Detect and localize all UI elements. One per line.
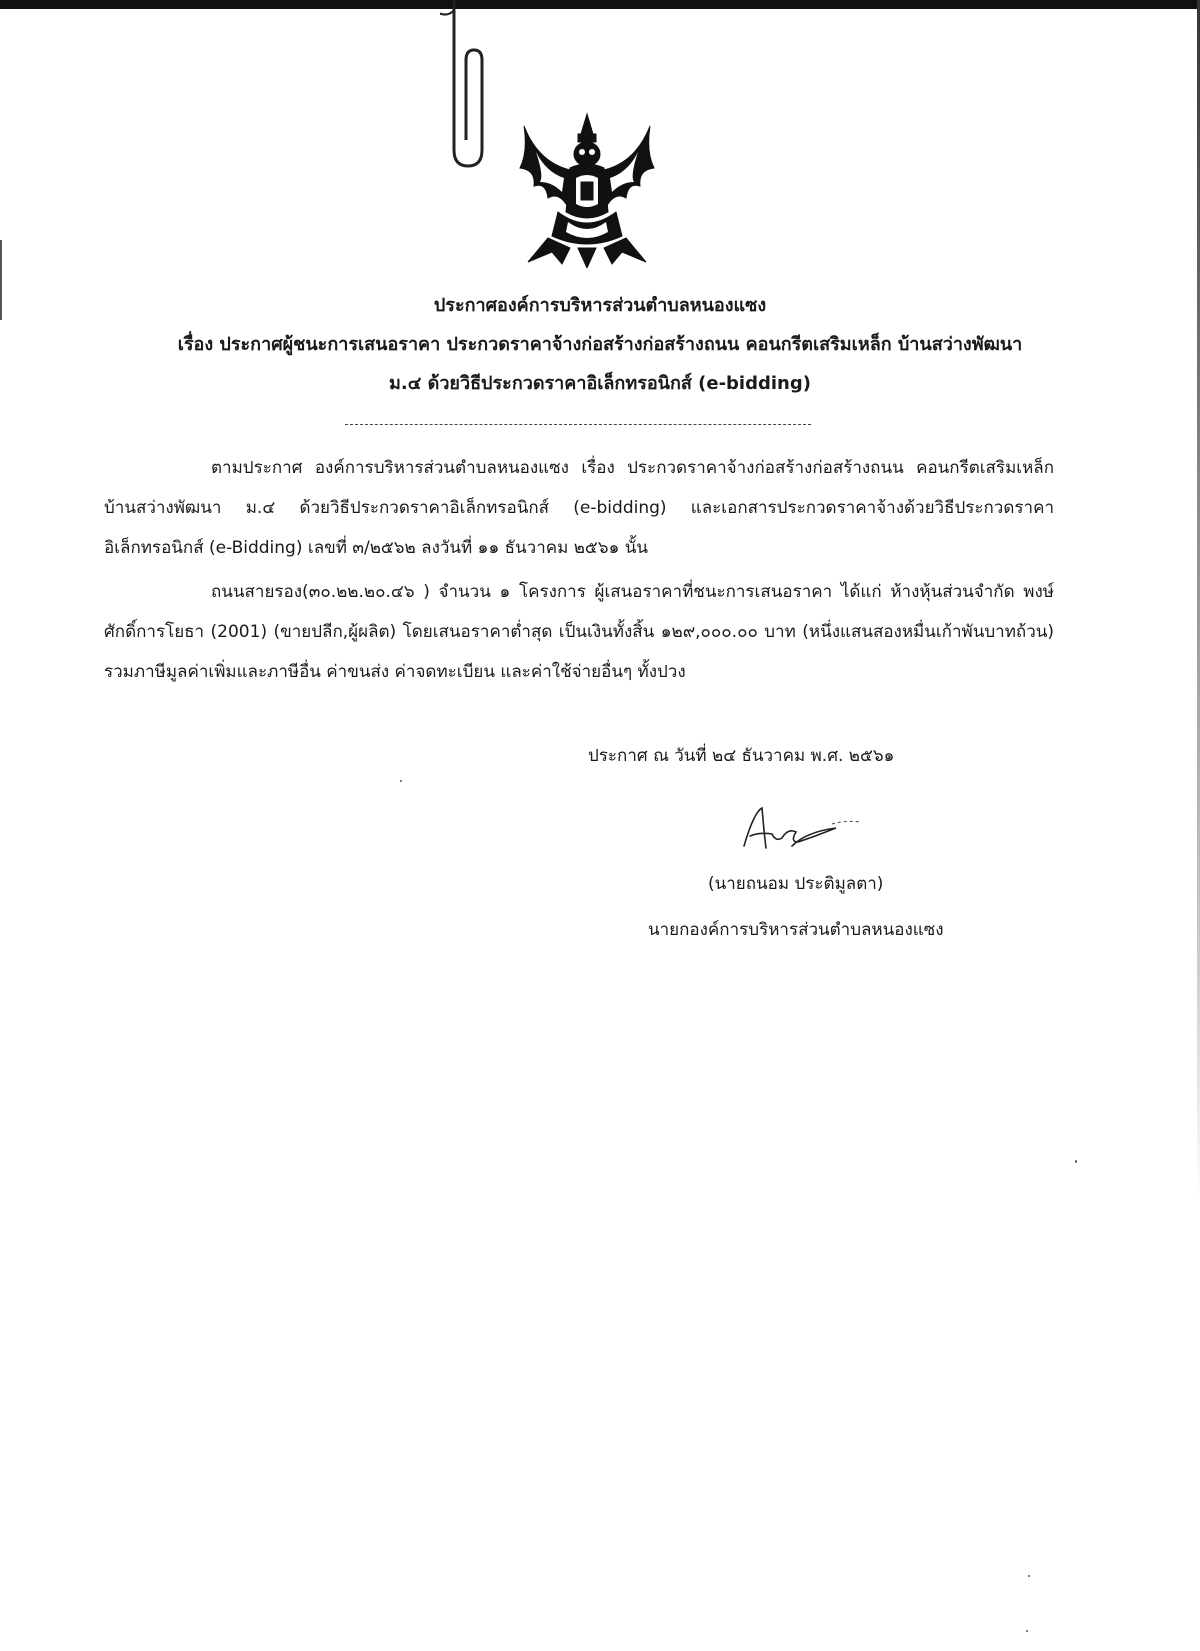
scan-left-mark: [0, 240, 2, 320]
paperclip-icon: [440, 0, 500, 170]
body-paragraph-reference: ตามประกาศ องค์การบริหารส่วนตำบลหนองแซง เรื่อง ประกวดราคาจ้างก่อสร้างก่อสร้างถนน คอนกรีตเสริมเหล็ก บ้านสว่างพัฒนา ม.๔ ด้วยวิธีประกวดราคาอิเล็กทรอนิกส์ (e-bidding) และเอกสารประกวดราคาจ้างด้วยวิธีประกวดราคาอิเล็กทรอนิกส์ (e-Bidding) เลขที่ ๓/๒๕๖๒ ลงวันที่ ๑๑ ธันวาคม ๒๕๖๑ นั้น: [104, 458, 1054, 558]
announcement-date: ประกาศ ณ วันที่ ๒๔ ธันวาคม พ.ศ. ๒๕๖๑: [588, 746, 895, 766]
announcement-title: [60, 286, 1140, 403]
scan-speck: [400, 780, 402, 782]
scan-speck: [1028, 1575, 1030, 1577]
signer-name: (นายถนอม ประติมูลตา): [708, 874, 884, 894]
title-method: ม.๔ ด้วยวิธีประกวดราคาอิเล็กทรอนิกส์ (e-bidding): [389, 373, 811, 394]
scan-speck: [1075, 1160, 1077, 1163]
title-organization: ประกาศองค์การบริหารส่วนตำบลหนองแซง: [433, 295, 767, 316]
garuda-emblem-icon: [518, 112, 656, 268]
signer-title: นายกองค์การบริหารส่วนตำบลหนองแซง: [648, 920, 944, 940]
announcement-body: [104, 448, 1054, 692]
scan-speck: [1026, 1630, 1028, 1632]
title-divider: [345, 424, 811, 425]
title-subject: เรื่อง ประกาศผู้ชนะการเสนอราคา ประกวดราคาจ้างก่อสร้างก่อสร้างถนน คอนกรีตเสริมเหล็ก บ้านสว่างพัฒนา: [177, 334, 1023, 355]
body-paragraph-winner: ถนนสายรอง(๓๐.๒๒.๒๐.๔๖ ) จำนวน ๑ โครงการ ผู้เสนอราคาที่ชนะการเสนอราคา ได้แก่ ห้างหุ้นส่วนจำกัด พงษ์ศักดิ์การโยธา (2001) (ขายปลีก,ผู้ผลิต) โดยเสนอราคาต่ำสุด เป็นเงินทั้งสิ้น ๑๒๙,๐๐๐.๐๐ บาท (หนึ่งแสนสองหมื่นเก้าพันบาทถ้วน) รวมภาษีมูลค่าเพิ่มและภาษีอื่น ค่าขนส่ง ค่าจดทะเบียน และค่าใช้จ่ายอื่นๆ ทั้งปวง: [104, 582, 1054, 682]
scan-top-border: [0, 0, 1200, 9]
handwritten-signature: [736, 802, 866, 862]
